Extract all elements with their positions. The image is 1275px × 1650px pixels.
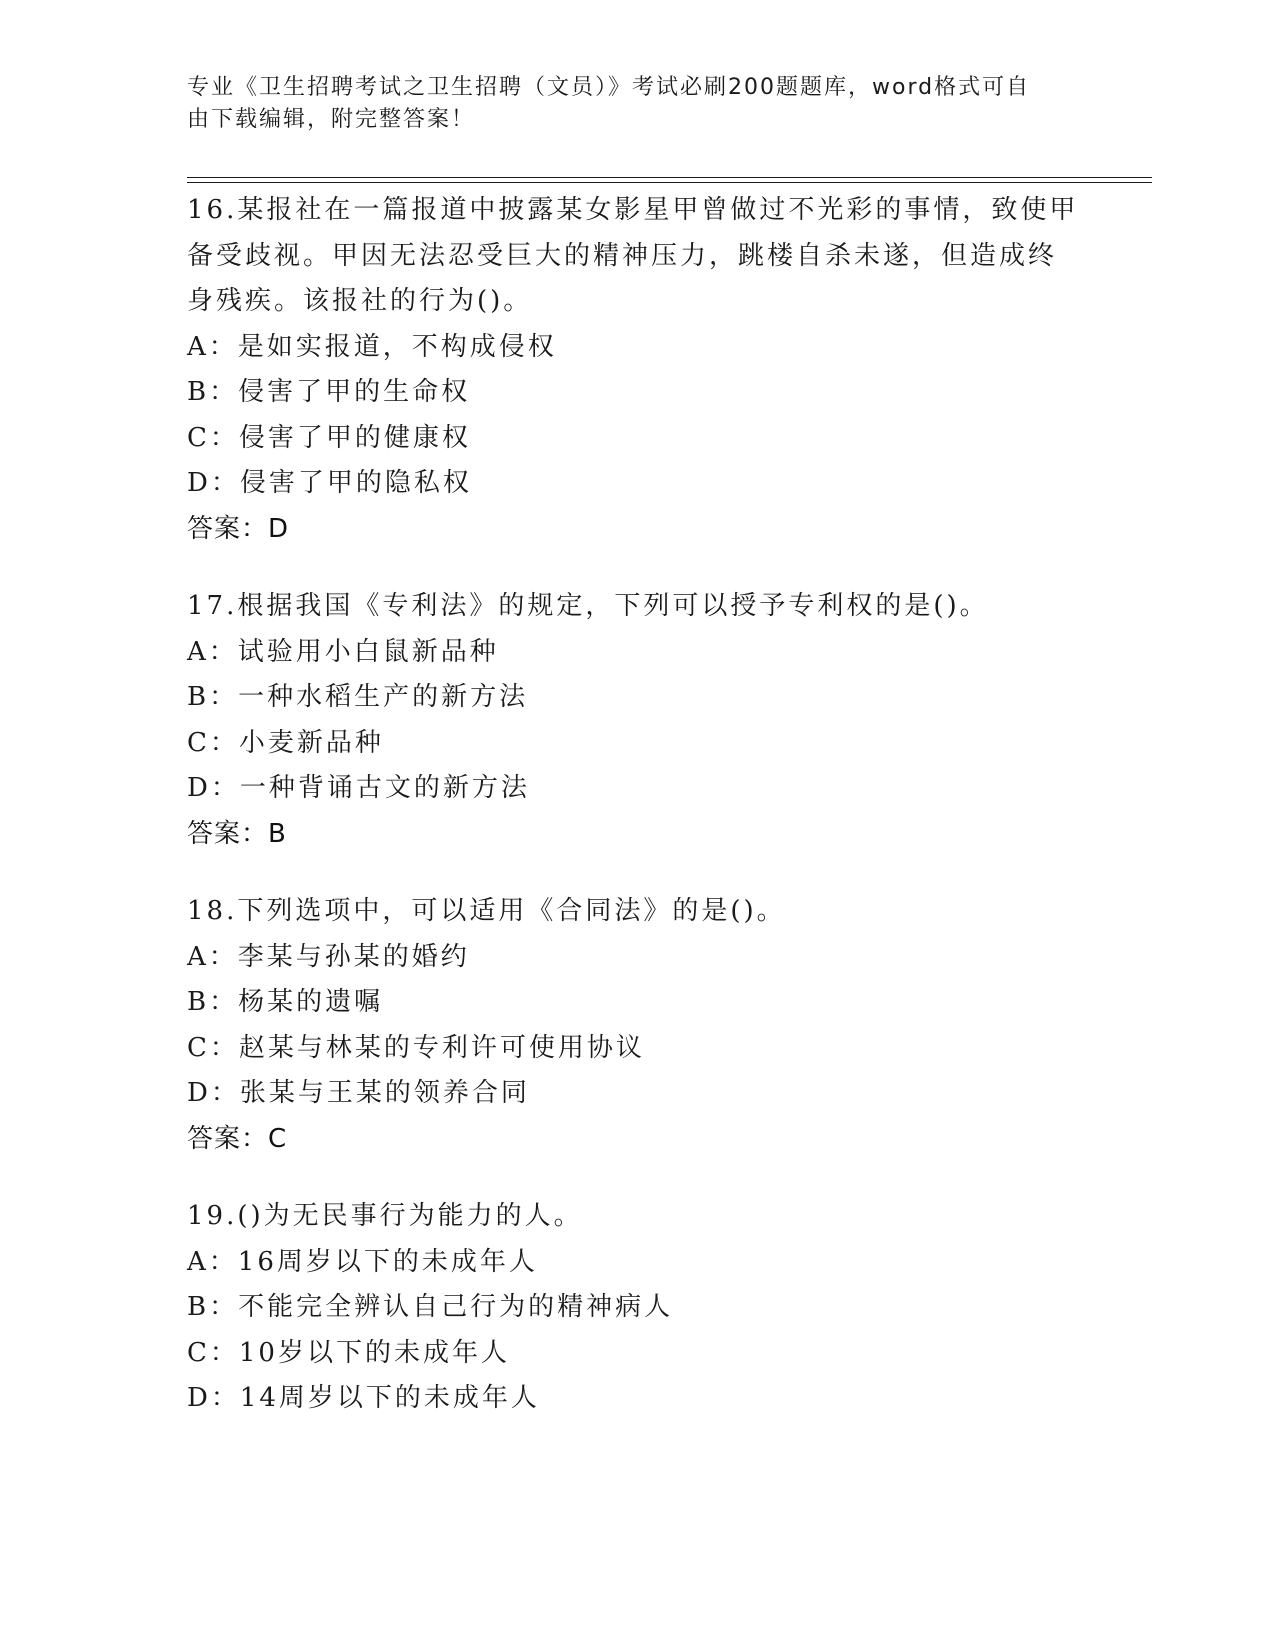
- document-header: [187, 72, 1067, 136]
- header-divider-top: [187, 177, 1152, 178]
- option-d: D：14周岁以下的未成年人: [187, 1383, 540, 1413]
- question-18: [187, 889, 1087, 1162]
- stem-line: 16.某报社在一篇报道中披露某女影星甲曾做过不光彩的事情，致使甲: [187, 195, 1079, 225]
- question-list: [187, 188, 1087, 1454]
- question-stem: [187, 889, 1087, 935]
- question-stem: [187, 188, 1087, 325]
- answer-label: 答案：C: [187, 1123, 288, 1154]
- stem-line: 备受歧视。甲因无法忍受巨大的精神压力，跳楼自杀未遂，但造成终: [187, 240, 1058, 271]
- option-b: B：不能完全辨认自己行为的精神病人: [187, 1292, 674, 1322]
- option-b: B：杨某的遗嘱: [187, 987, 384, 1017]
- question-stem: [187, 584, 1087, 630]
- option-c: C：赵某与林某的专利许可使用协议: [187, 1032, 645, 1063]
- question-19: [187, 1194, 1087, 1422]
- option-a: A：是如实报道，不构成侵权: [187, 331, 557, 362]
- answer-label: 答案：D: [187, 513, 290, 544]
- question-16: [187, 188, 1087, 552]
- option-d: D：张某与王某的领养合同: [187, 1078, 530, 1108]
- option-b: B：一种水稻生产的新方法: [187, 682, 529, 712]
- option-c: C：小麦新品种: [187, 727, 384, 758]
- stem-line: 19.()为无民事行为能力的人。: [187, 1201, 583, 1231]
- option-c: C：10岁以下的未成年人: [187, 1337, 510, 1368]
- stem-line: 18.下列选项中，可以适用《合同法》的是()。: [187, 896, 786, 926]
- question-stem: [187, 1194, 1087, 1240]
- header-line-1: 专业《卫生招聘考试之卫生招聘（文员）》考试必刷200题题库，word格式可自: [187, 75, 1031, 100]
- question-17: [187, 584, 1087, 857]
- option-d: D：侵害了甲的隐私权: [187, 468, 472, 498]
- option-a: A：李某与孙某的婚约: [187, 941, 470, 972]
- option-a: A：16周岁以下的未成年人: [187, 1246, 538, 1277]
- option-b: B：侵害了甲的生命权: [187, 377, 471, 407]
- option-a: A：试验用小白鼠新品种: [187, 636, 499, 667]
- header-line-2: 由下载编辑，附完整答案！: [187, 107, 476, 132]
- answer-label: 答案：B: [187, 818, 287, 849]
- stem-line: 17.根据我国《专利法》的规定，下列可以授予专利权的是()。: [187, 591, 989, 621]
- option-d: D：一种背诵古文的新方法: [187, 773, 530, 803]
- option-c: C：侵害了甲的健康权: [187, 422, 471, 453]
- stem-line: 身残疾。该报社的行为()。: [187, 286, 533, 316]
- header-divider-bottom: [187, 182, 1152, 183]
